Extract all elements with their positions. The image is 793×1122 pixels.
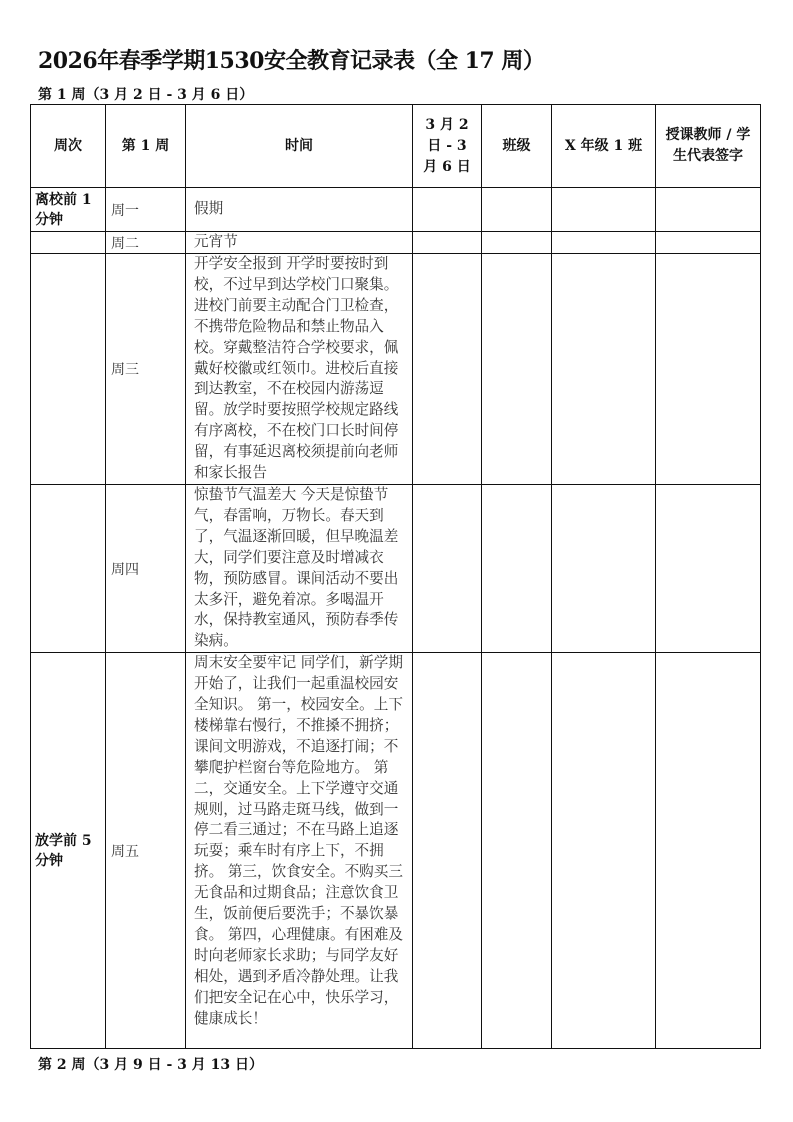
- empty-cell[interactable]: [482, 232, 552, 254]
- section-label: [31, 484, 106, 652]
- table-header-row: [31, 105, 761, 188]
- empty-cell[interactable]: [482, 484, 552, 652]
- signature-cell[interactable]: [656, 232, 761, 254]
- day-label: 周二: [106, 232, 186, 254]
- day-label: 周三: [106, 254, 186, 485]
- content-cell: 惊蛰节气温差大 今天是惊蛰节气，春雷响，万物长。春天到了，气温逐渐回暖，但早晚温差大，同学们要注意及时增减衣物，预防感冒。课间活动不要出太多汗，避免着凉。多喝温开水，保持教室通风，预防春季传染病。: [186, 484, 413, 652]
- content-cell: 假期: [186, 188, 413, 232]
- day-label: 周一: [106, 188, 186, 232]
- table-row: [31, 188, 761, 232]
- week-1-heading: 第 1 周（3 月 2 日 - 3 月 6 日）: [38, 87, 254, 103]
- safety-record-table: [30, 104, 761, 1049]
- empty-cell[interactable]: [552, 484, 656, 652]
- header-date-range: 3 月 2 日 - 3 月 6 日: [413, 105, 482, 188]
- header-signature: 授课教师 / 学生代表签字: [656, 105, 761, 188]
- empty-cell[interactable]: [552, 254, 656, 485]
- header-week-no: 周次: [31, 105, 106, 188]
- content-cell: 开学安全报到 开学时要按时到校，不过早到达学校门口聚集。进校门前要主动配合门卫检查，不携带危险物品和禁止物品入校。穿戴整洁符合学校要求，佩戴好校徽或红领巾。进校后直接到达教室，不在校园内游荡逗留。放学时要按照学校规定路线有序离校，不在校门口长时间停留，有事延迟离校须提前向老师和家长报告: [186, 254, 413, 485]
- empty-cell[interactable]: [552, 232, 656, 254]
- table-row: [31, 484, 761, 652]
- section-label: 放学前 5 分钟: [31, 653, 106, 1049]
- empty-cell[interactable]: [482, 254, 552, 485]
- empty-cell[interactable]: [413, 254, 482, 485]
- day-label: 周四: [106, 484, 186, 652]
- header-class: 班级: [482, 105, 552, 188]
- empty-cell[interactable]: [413, 484, 482, 652]
- empty-cell[interactable]: [482, 188, 552, 232]
- empty-cell[interactable]: [552, 188, 656, 232]
- table-row: [31, 653, 761, 1049]
- header-time: 时间: [186, 105, 413, 188]
- signature-cell[interactable]: [656, 484, 761, 652]
- content-cell: 元宵节: [186, 232, 413, 254]
- week-2-heading: 第 2 周（3 月 9 日 - 3 月 13 日）: [38, 1057, 263, 1073]
- empty-cell[interactable]: [482, 653, 552, 1049]
- empty-cell[interactable]: [413, 232, 482, 254]
- section-label: [31, 254, 106, 485]
- signature-cell[interactable]: [656, 653, 761, 1049]
- empty-cell[interactable]: [552, 653, 656, 1049]
- content-cell: 周末安全要牢记 同学们，新学期开始了，让我们一起重温校园安全知识。 第一，校园安全。上下楼梯靠右慢行，不推搡不拥挤；课间文明游戏，不追逐打闹；不攀爬护栏窗台等危险地方。 第二，交通安全。上下学遵守交通规则，过马路走斑马线，做到一停二看三通过；不在马路上追逐玩耍；乘车时有序上下，不拥挤。 第三，饮食安全。不购买三无食品和过期食品；注意饮食卫生，饭前便后要洗手；不暴饮暴食。 第四，心理健康。有困难及时向老师家长求助；与同学友好相处，遇到矛盾冷静处理。让我们把安全记在心中，快乐学习，健康成长！: [186, 653, 413, 1049]
- header-week-value: 第 1 周: [106, 105, 186, 188]
- table-row: [31, 232, 761, 254]
- header-class-value: X 年级 1 班: [552, 105, 656, 188]
- signature-cell[interactable]: [656, 254, 761, 485]
- page-title: 2026年春季学期1530安全教育记录表（全 17 周）: [38, 48, 545, 74]
- empty-cell[interactable]: [413, 188, 482, 232]
- empty-cell[interactable]: [413, 653, 482, 1049]
- signature-cell[interactable]: [656, 188, 761, 232]
- section-label: [31, 232, 106, 254]
- table-row: [31, 254, 761, 485]
- section-label: 离校前 1 分钟: [31, 188, 106, 232]
- day-label: 周五: [106, 653, 186, 1049]
